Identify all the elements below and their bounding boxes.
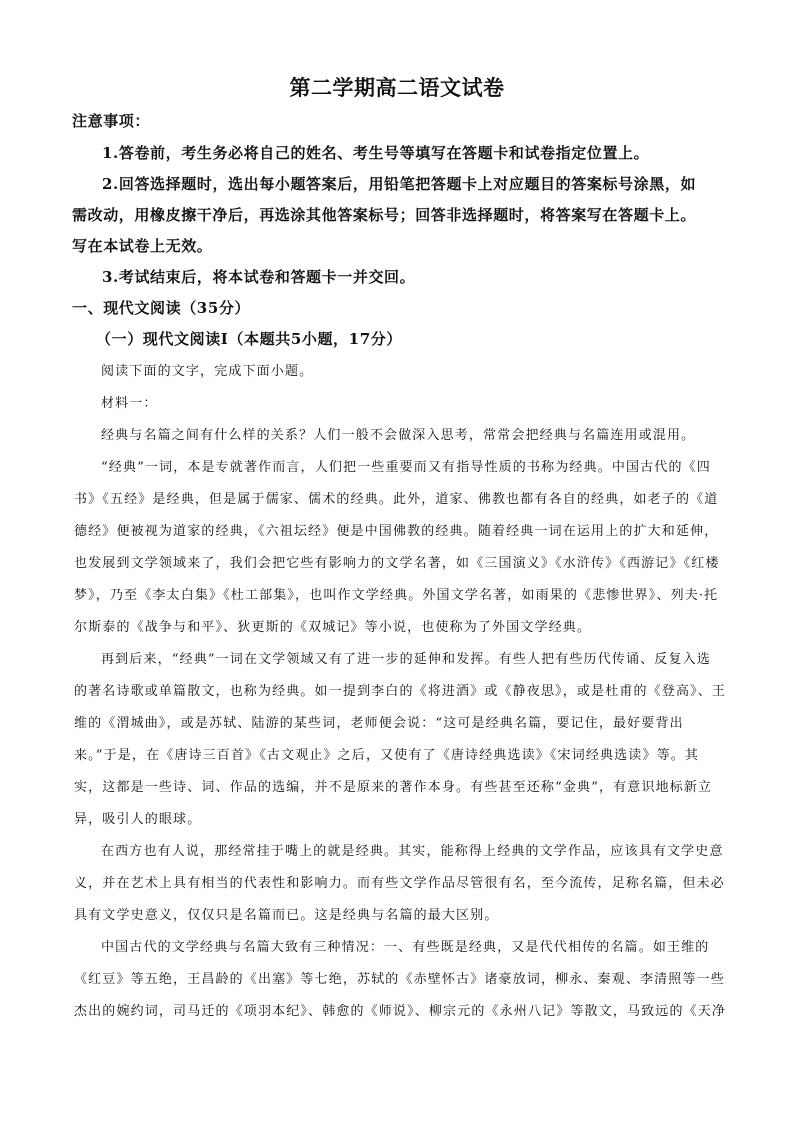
page-title: 第二学期高二语文试卷: [289, 75, 505, 100]
notice-item: 需改动，用橡皮擦干净后，再选涂其他答案标号；回答非选择题时，将答案写在答题卡上。: [72, 206, 697, 224]
material-label: 材料一：: [101, 396, 158, 411]
paragraph-line: 杰出的婉约词，司马迁的《项羽本纪》、韩愈的《师说》、柳宗元的《永州八记》等散文，马致远的《天净: [74, 1004, 727, 1019]
notice-item: 3.考试结束后，将本试卷和答题卡一并交回。: [102, 268, 416, 286]
paragraph-line: 尔斯泰的《战争与和平》、狄更斯的《双城记》等小说，也使称为了外国文学经典。: [74, 620, 592, 635]
paragraph-line: 中国古代的文学经典与名篇大致有三种情况：一、有些既是经典，又是代代相传的名篇。如王维的: [101, 940, 710, 955]
paragraph-line: 的著名诗歌或单篇散文，也称为经典。如一提到李白的《将进酒》或《静夜思》，或是杜甫的《登高》、王: [74, 684, 727, 699]
paragraph-line: 具有文学史意义，仅仅只是名篇而已。这是经典与名篇的最大区别。: [74, 908, 499, 923]
notice-item: 1.答卷前，考生务必将自己的姓名、考生号等填写在答题卡和试卷指定位置上。: [102, 144, 650, 162]
paragraph-line: 德经》便被视为道家的经典，《六祖坛经》便是中国佛教的经典。随着经典一词在运用上的扩大和延伸，: [74, 524, 719, 539]
paragraph-line: 再到后来，“经典”一词在文学领域又有了进一步的延伸和发挥。有些人把有些历代传诵、反复入选: [101, 652, 711, 667]
paragraph-line: 义，并在艺术上具有相当的代表性和影响力。而有些文学作品尽管很有名，至今流传，足称名篇，但未必: [74, 876, 725, 891]
paragraph-line: 《红豆》等五绝，王昌龄的《出塞》等七绝，苏轼的《赤壁怀古》诸豪放词，柳永、秦观、李清照等一些: [74, 972, 725, 987]
paragraph-line: 梦》，乃至《李太白集》《杜工部集》，也叫作文学经典。外国文学名著，如雨果的《悲惨世界》、列夫·托: [74, 588, 719, 603]
instruction-line: 阅读下面的文字，完成下面小题。: [101, 364, 314, 379]
notice-item: 写在本试卷上无效。: [72, 237, 213, 255]
paragraph-line: 书》《五经》是经典，但是属于儒家、儒术的经典。此外，道家、佛教也都有各自的经典，如老子的《道: [74, 492, 719, 507]
section-heading: 一、现代文阅读（35分）: [72, 299, 251, 317]
paragraph-line: 来。”于是，在《唐诗三百首》《古文观止》之后，又使有了《唐诗经典选读》《宋词经典选读》等。其: [74, 748, 700, 763]
paragraph-line: 维的《渭城曲》，或是苏轼、陆游的某些词，老师便会说：“这可是经典名篇，要记住，最好要背出: [74, 716, 684, 731]
paragraph-line: 在西方也有人说，那经常挂于嘴上的就是经典。其实，能称得上经典的文学作品，应该具有文学史意: [101, 844, 724, 859]
paragraph-line: “经典”一词，本是专就著作而言，人们把一些重要而又有指导性质的书称为经典。中国古代的《四: [101, 460, 711, 475]
paragraph-line: 经典与名篇之间有什么样的关系？人们一般不会做深入思考，常常会把经典与名篇连用或混用。: [101, 428, 696, 443]
paragraph-line: 实，这都是一些诗、词、作品的选编，并不是原来的著作本身。有些甚至还称“金典”，有意识地标新立: [74, 780, 713, 795]
paragraph-line: 也发展到文学领域来了，我们会把它些有影响力的文学名著，如《三国演义》《水浒传》《西游记》《红楼: [74, 556, 720, 571]
notice-heading: 注意事项：: [72, 112, 151, 130]
notice-item: 2.回答选择题时，选出每小题答案后，用铅笔把答题卡上对应题目的答案标号涂黑，如: [102, 175, 697, 193]
paragraph-line: 异，吸引人的眼球。: [74, 812, 202, 827]
section-subheading: （一）现代文阅读Ⅰ（本题共5小题，17分）: [96, 330, 402, 348]
